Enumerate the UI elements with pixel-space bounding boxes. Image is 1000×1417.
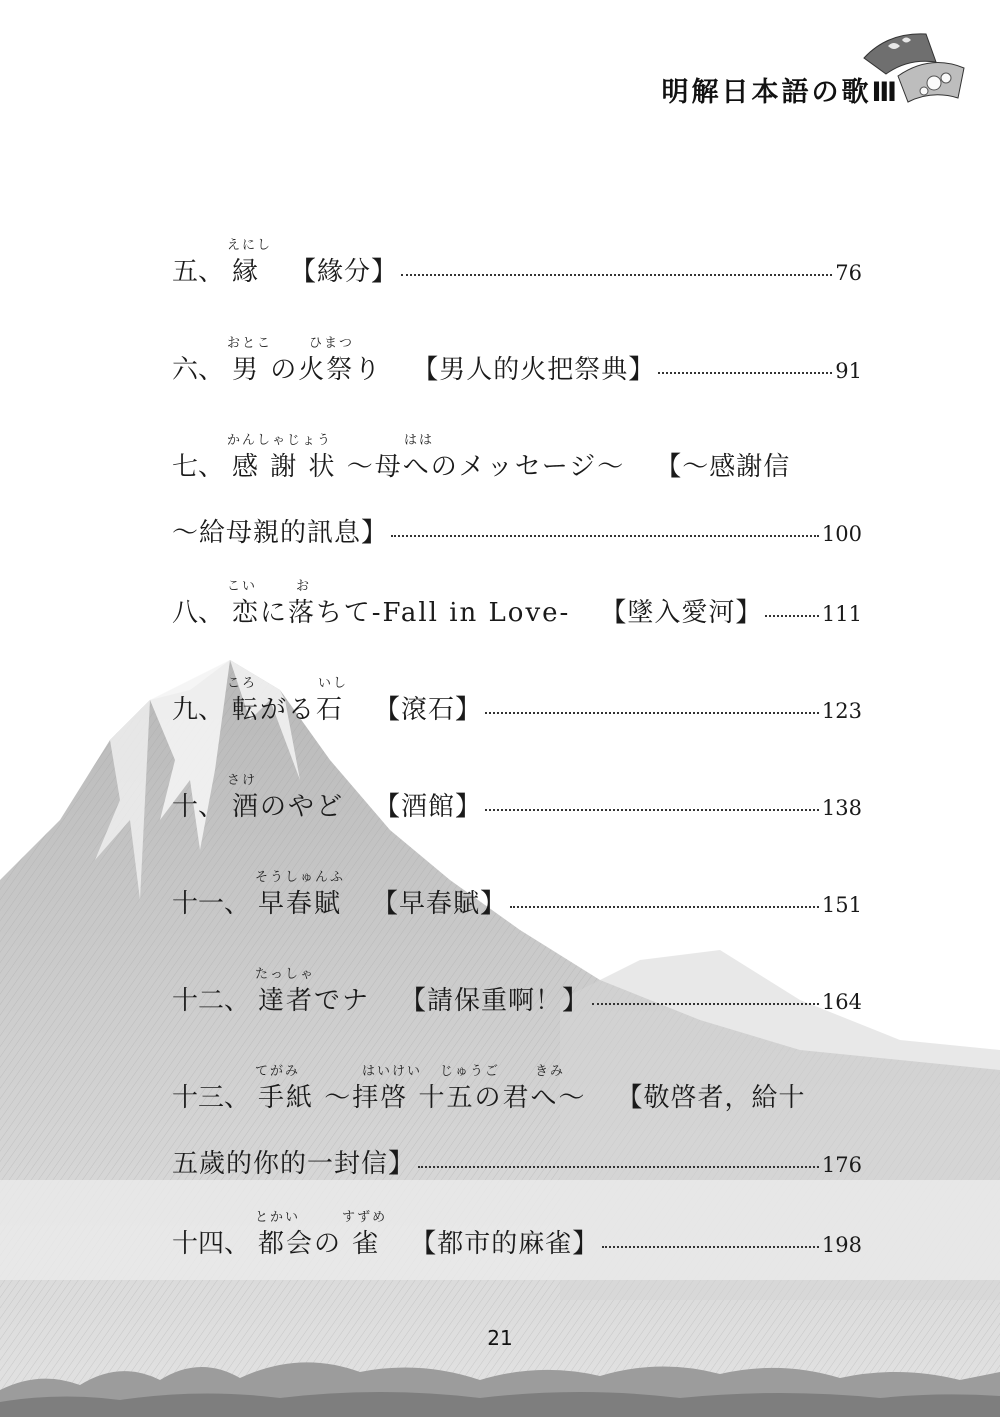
song-title-chinese: 【～感謝信 bbox=[655, 452, 791, 482]
dot-leader bbox=[401, 272, 832, 276]
chapter-number: 十、 bbox=[172, 792, 225, 822]
furigana: おとこ bbox=[227, 336, 273, 351]
song-title-japanese: 恋に落ちて-Fall in Love- bbox=[232, 598, 571, 628]
song-title-chinese: 【早春賦】 bbox=[372, 889, 508, 919]
page-reference: 138 bbox=[821, 796, 862, 820]
song-title-chinese: 【男人的火把祭典】 bbox=[412, 355, 656, 385]
chapter-number: 八、 bbox=[172, 598, 225, 628]
page-reference: 198 bbox=[821, 1233, 862, 1257]
song-title-japanese: 酒のやど bbox=[232, 792, 345, 822]
chapter-number: 十一、 bbox=[172, 889, 251, 919]
furigana: はは bbox=[404, 433, 435, 448]
song-title-japanese: 感 謝 状 ～母へのメッセージ～ bbox=[232, 452, 626, 482]
song-title-chinese: 【緣分】 bbox=[290, 257, 399, 287]
song-title-japanese: 縁 bbox=[232, 257, 261, 287]
dot-leader bbox=[658, 370, 832, 374]
toc-entry[interactable] bbox=[172, 870, 862, 924]
song-title-chinese: 【敬啓者，給十 bbox=[616, 1083, 806, 1113]
chapter-number: 六、 bbox=[172, 355, 225, 385]
toc-entry[interactable] bbox=[172, 336, 862, 390]
furigana: とかい bbox=[255, 1210, 301, 1225]
song-title-chinese: 【酒館】 bbox=[374, 792, 483, 822]
dot-leader bbox=[602, 1244, 819, 1248]
dot-leader bbox=[485, 710, 819, 714]
furigana: ころ bbox=[227, 676, 258, 691]
song-title-chinese: 【滾石】 bbox=[374, 695, 483, 725]
song-title-japanese: 転がる石 bbox=[232, 695, 345, 725]
song-title-chinese-continued: ～給母親的訊息】 bbox=[172, 518, 389, 548]
chapter-number: 七、 bbox=[172, 452, 225, 482]
toc-entry[interactable] bbox=[172, 773, 862, 827]
toc-entry[interactable] bbox=[172, 433, 862, 553]
furigana: ひまつ bbox=[309, 336, 355, 351]
song-title-chinese: 【請保重啊！】 bbox=[400, 986, 590, 1016]
furigana: お bbox=[296, 579, 312, 594]
toc-entry[interactable] bbox=[172, 238, 862, 292]
song-title-japanese: 早春賦 bbox=[258, 889, 343, 919]
chapter-number: 十四、 bbox=[172, 1229, 251, 1259]
chapter-number: 十三、 bbox=[172, 1083, 251, 1113]
furigana: きみ bbox=[535, 1064, 566, 1079]
page-reference: 123 bbox=[821, 699, 862, 723]
page-number: 21 bbox=[487, 1326, 513, 1350]
page-reference: 100 bbox=[821, 522, 862, 546]
chapter-number: 五、 bbox=[172, 257, 225, 287]
song-title-japanese: 手紙 ～拝啓 十五の君へ～ bbox=[258, 1083, 587, 1113]
chapter-number: 十二、 bbox=[172, 986, 251, 1016]
furigana: たっしゃ bbox=[255, 967, 316, 982]
furigana: さけ bbox=[227, 773, 258, 788]
toc-entry[interactable] bbox=[172, 579, 862, 633]
song-title-japanese: 都会の 雀 bbox=[258, 1229, 381, 1259]
song-title-chinese-continued: 五歲的你的一封信】 bbox=[172, 1149, 416, 1179]
furigana: そうしゅんふ bbox=[255, 870, 346, 885]
dot-leader bbox=[765, 613, 819, 617]
song-title-japanese: 達者でナ bbox=[258, 986, 371, 1016]
furigana: じゅうご bbox=[440, 1064, 501, 1079]
book-title-header: 明解日本語の歌Ⅲ bbox=[661, 77, 900, 108]
dot-leader bbox=[391, 533, 819, 537]
toc-entry[interactable] bbox=[172, 1064, 862, 1184]
dot-leader bbox=[418, 1164, 819, 1168]
furigana: いし bbox=[318, 676, 349, 691]
song-title-chinese: 【墜入愛河】 bbox=[600, 598, 763, 628]
dot-leader bbox=[510, 904, 819, 908]
song-title-chinese: 【都市的麻雀】 bbox=[410, 1229, 600, 1259]
dot-leader bbox=[592, 1001, 819, 1005]
toc-entry[interactable] bbox=[172, 967, 862, 1021]
dot-leader bbox=[485, 807, 819, 811]
furigana: てがみ bbox=[255, 1064, 301, 1079]
furigana: はいけい bbox=[362, 1064, 423, 1079]
furigana: こい bbox=[227, 579, 258, 594]
toc-entry[interactable] bbox=[172, 1210, 862, 1264]
page-reference: 91 bbox=[835, 359, 862, 383]
furigana: かんしゃじょう bbox=[227, 433, 333, 448]
toc-entry[interactable] bbox=[172, 676, 862, 730]
page-reference: 151 bbox=[821, 893, 862, 917]
page-reference: 76 bbox=[835, 261, 862, 285]
furigana: えにし bbox=[227, 238, 273, 253]
page-reference: 164 bbox=[821, 990, 862, 1014]
page-reference: 111 bbox=[821, 602, 862, 626]
page-reference: 176 bbox=[821, 1153, 862, 1177]
furigana: すずめ bbox=[342, 1210, 388, 1225]
song-title-japanese: 男 の火祭り bbox=[232, 355, 383, 385]
chapter-number: 九、 bbox=[172, 695, 225, 725]
